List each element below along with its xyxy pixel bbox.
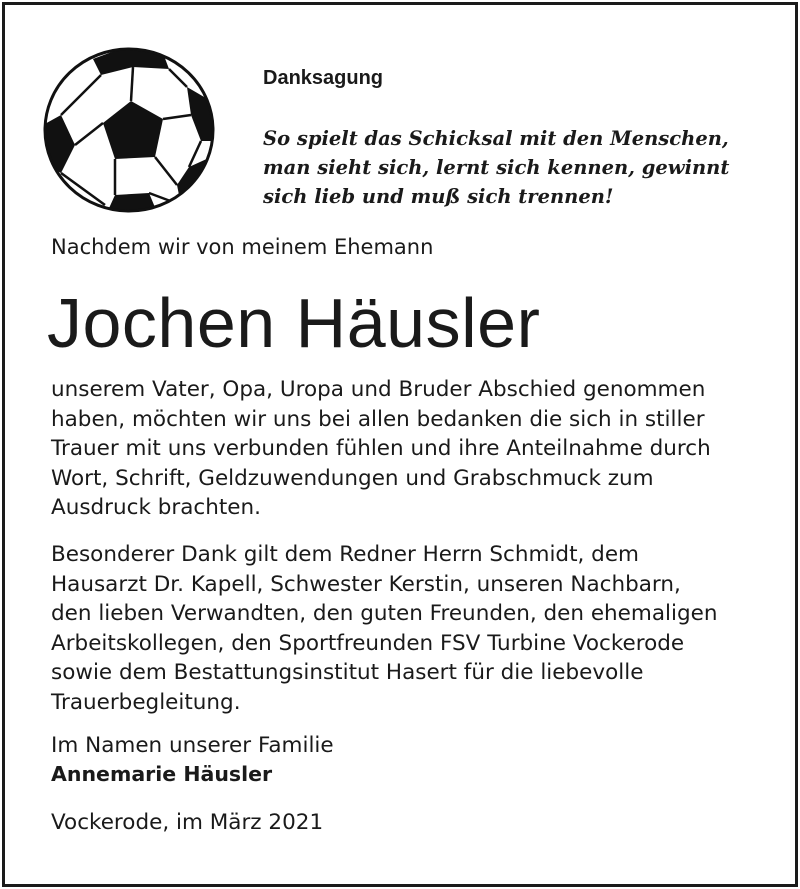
paragraph-line: haben, möchten wir uns bei allen bedanken die sich in stiller bbox=[51, 406, 705, 432]
paragraph-line: Trauerbegleitung. bbox=[51, 689, 241, 715]
deceased-name: Jochen Häusler bbox=[47, 284, 541, 362]
notice-heading: Danksagung bbox=[263, 67, 384, 89]
signature-intro: Im Namen unserer Familie bbox=[51, 733, 334, 758]
thanks-paragraph-2 bbox=[51, 540, 717, 717]
place-date: Vockerode, im März 2021 bbox=[51, 810, 324, 835]
poem-line: sich lieb und muß sich trennen! bbox=[263, 185, 614, 208]
poem-line: man sieht sich, lernt sich kennen, gewinnt bbox=[263, 156, 730, 179]
signature-name: Annemarie Häusler bbox=[51, 762, 273, 786]
paragraph-line: Trauer mit uns verbunden fühlen und ihre Anteilnahme durch bbox=[51, 436, 711, 461]
intro-text: Nachdem wir von meinem Ehemann bbox=[51, 235, 434, 259]
paragraph-line: Hausarzt Dr. Kapell, Schwester Kerstin, unseren Nachbarn, bbox=[51, 571, 681, 597]
thanks-paragraph-1 bbox=[51, 375, 711, 523]
paragraph-line: Arbeitskollegen, den Sportfreunden FSV Turbine Vockerode bbox=[51, 630, 685, 656]
soccer-ball-icon bbox=[41, 45, 217, 215]
paragraph-line: den lieben Verwandten, den guten Freunden, den ehemaligen bbox=[51, 601, 718, 626]
paragraph-line: unserem Vater, Opa, Uropa und Bruder Abschied genommen bbox=[51, 377, 706, 402]
paragraph-line: sowie dem Bestattungsinstitut Hasert für die liebevolle bbox=[51, 660, 644, 685]
obituary-notice bbox=[2, 2, 798, 887]
poem-line: So spielt das Schicksal mit den Menschen, bbox=[263, 127, 729, 150]
paragraph-line: Besonderer Dank gilt dem Redner Herrn Schmidt, dem bbox=[51, 542, 639, 567]
paragraph-line: Ausdruck brachten. bbox=[51, 495, 261, 520]
poem-quote bbox=[263, 124, 729, 211]
paragraph-line: Wort, Schrift, Geldzuwendungen und Grabschmuck zum bbox=[51, 465, 654, 491]
